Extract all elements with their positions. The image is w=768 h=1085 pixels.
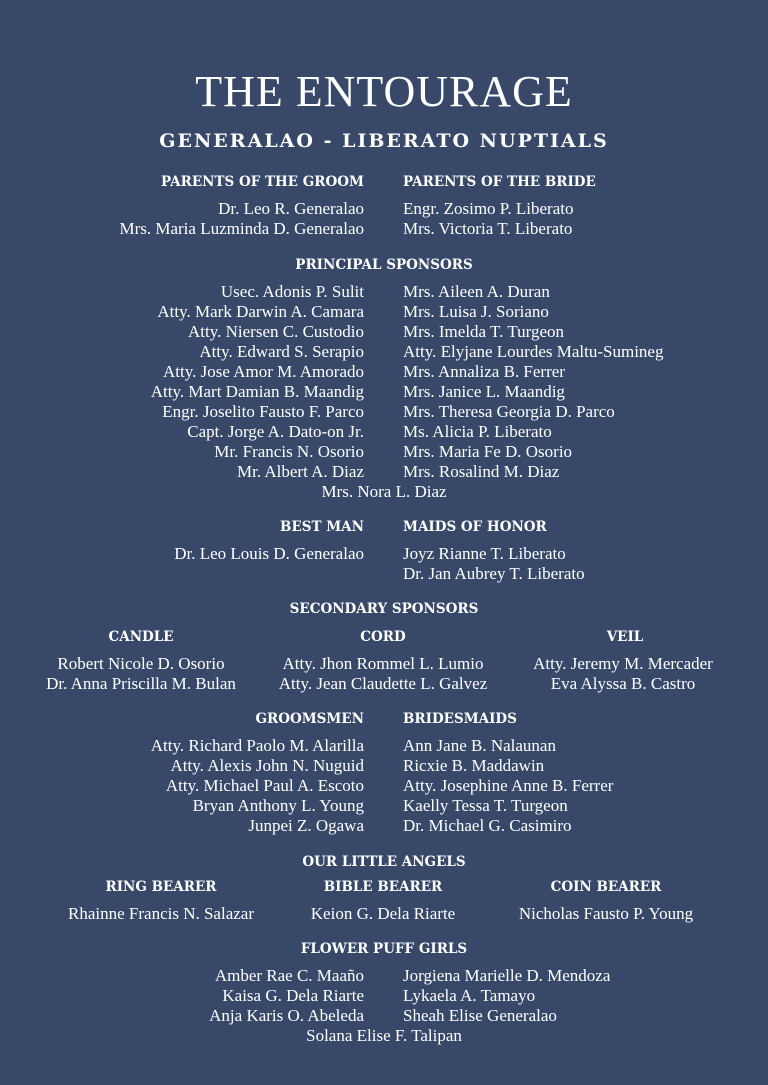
bride-parents-header: PARENTS OF THE BRIDE — [403, 174, 596, 190]
groomsman-name: Bryan Anthony L. Young — [192, 796, 364, 815]
sponsor-name-last: Mrs. Nora L. Diaz — [321, 482, 447, 501]
secondary-sponsors-header: SECONDARY SPONSORS — [289, 601, 479, 617]
cord-sponsor: Atty. Jhon Rommel L. Lumio — [282, 654, 484, 673]
sponsor-name: Mrs. Annaliza B. Ferrer — [403, 362, 565, 381]
flower-girl-name: Anja Karis O. Abeleda — [209, 1006, 364, 1025]
groom-parent: Mrs. Maria Luzminda D. Generalao — [119, 219, 364, 238]
maids-of-honor-list — [403, 544, 585, 584]
cord-sponsor: Atty. Jean Claudette L. Galvez — [278, 674, 488, 693]
bible-bearer-name: Keion G. Dela Riarte — [310, 904, 456, 923]
flower-girl-name: Sheah Elise Generalao — [403, 1006, 557, 1025]
sponsor-name: Usec. Adonis P. Sulit — [220, 282, 364, 301]
coin-bearer-name: Nicholas Fausto P. Young — [518, 904, 694, 923]
sponsor-name: Mrs. Luisa J. Soriano — [403, 302, 549, 321]
flower-girl-name: Lykaela A. Tamayo — [403, 986, 536, 1005]
groomsmen-header: GROOMSMEN — [255, 711, 364, 727]
sponsor-name: Atty. Edward S. Serapio — [199, 342, 364, 361]
cord-list — [279, 654, 488, 694]
bride-parents-list — [403, 199, 573, 239]
principal-sponsors-left — [151, 282, 364, 482]
sponsor-name: Capt. Jorge A. Dato-on Jr. — [187, 422, 364, 441]
flower-girls-right — [403, 966, 610, 1026]
sponsor-name: Atty. Mart Damian B. Maandig — [150, 382, 364, 401]
groom-parent: Dr. Leo R. Generalao — [218, 199, 364, 218]
groom-parents-list — [119, 199, 364, 239]
candle-header: CANDLE — [108, 629, 174, 645]
bible-bearer-header: BIBLE BEARER — [323, 879, 443, 895]
sponsor-name: Mrs. Maria Fe D. Osorio — [403, 442, 573, 461]
sponsor-name: Engr. Joselito Fausto F. Parco — [162, 402, 364, 421]
sponsor-name: Mrs. Rosalind M. Diaz — [403, 462, 560, 481]
flower-girl-name: Kaisa G. Dela Riarte — [222, 986, 364, 1005]
candle-list — [46, 654, 236, 694]
sponsor-name: Atty. Niersen C. Custodio — [188, 322, 364, 341]
maids-of-honor-header: MAIDS OF HONOR — [403, 519, 547, 535]
bridesmaids-list — [403, 736, 613, 836]
flower-girls-header: FLOWER PUFF GIRLS — [300, 941, 468, 957]
bridesmaid-name: Dr. Michael G. Casimiro — [403, 816, 572, 835]
candle-sponsor: Dr. Anna Priscilla M. Bulan — [46, 674, 236, 693]
ring-bearer-name: Rhainne Francis N. Salazar — [68, 904, 254, 923]
flower-girls-left — [209, 966, 364, 1026]
veil-header: VEIL — [606, 629, 644, 645]
bridesmaid-name: Ricxie B. Maddawin — [403, 756, 545, 775]
bridesmaid-name: Ann Jane B. Nalaunan — [403, 736, 556, 755]
sponsor-name: Atty. Elyjane Lourdes Maltu-Sumineg — [403, 342, 664, 361]
flower-girl-name: Amber Rae C. Maaño — [214, 966, 364, 985]
little-angels-header: OUR LITTLE ANGELS — [302, 854, 466, 870]
cord-header: CORD — [360, 629, 406, 645]
groom-parents-header: PARENTS OF THE GROOM — [160, 174, 364, 190]
candle-sponsor: Robert Nicole D. Osorio — [57, 654, 225, 673]
best-man-name: Dr. Leo Louis D. Generalao — [174, 544, 364, 563]
sponsor-name: Atty. Jose Amor M. Amorado — [162, 362, 364, 381]
groomsman-name: Atty. Alexis John N. Nuguid — [170, 756, 364, 775]
groomsman-name: Atty. Richard Paolo M. Alarilla — [150, 736, 364, 755]
maid-name: Joyz Rianne T. Liberato — [403, 544, 566, 563]
flower-girl-name: Jorgiena Marielle D. Mendoza — [403, 966, 611, 985]
principal-sponsors-right — [403, 282, 663, 482]
bride-parent: Mrs. Victoria T. Liberato — [403, 219, 573, 238]
sponsor-name: Mr. Francis N. Osorio — [214, 442, 364, 461]
flower-girl-name-last: Solana Elise F. Talipan — [306, 1026, 462, 1045]
principal-sponsors-header: PRINCIPAL SPONSORS — [295, 257, 473, 273]
bride-parent: Engr. Zosimo P. Liberato — [403, 199, 574, 218]
groomsmen-list — [151, 736, 364, 836]
sponsor-name: Ms. Alicia P. Liberato — [403, 422, 552, 441]
veil-sponsor: Eva Alyssa B. Castro — [550, 674, 696, 693]
veil-list — [533, 654, 713, 694]
sponsor-name: Mrs. Imelda T. Turgeon — [403, 322, 565, 341]
groomsman-name: Junpei Z. Ogawa — [248, 816, 364, 835]
bridesmaid-name: Kaelly Tessa T. Turgeon — [403, 796, 568, 815]
coin-bearer-header: COIN BEARER — [550, 879, 662, 895]
groomsman-name: Atty. Michael Paul A. Escoto — [165, 776, 364, 795]
sponsor-name: Mrs. Janice L. Maandig — [403, 382, 565, 401]
sponsor-name: Mrs. Aileen A. Duran — [403, 282, 550, 301]
best-man-header: BEST MAN — [280, 519, 364, 535]
sponsor-name: Atty. Mark Darwin A. Camara — [157, 302, 364, 321]
maid-name: Dr. Jan Aubrey T. Liberato — [403, 564, 585, 583]
bridesmaid-name: Atty. Josephine Anne B. Ferrer — [403, 776, 614, 795]
veil-sponsor: Atty. Jeremy M. Mercader — [533, 654, 713, 673]
page-subtitle: GENERALAO - LIBERATO NUPTIALS — [159, 130, 609, 152]
ring-bearer-header: RING BEARER — [105, 879, 217, 895]
sponsor-name: Mrs. Theresa Georgia D. Parco — [403, 402, 615, 421]
page-title: THE ENTOURAGE — [195, 67, 573, 116]
bridesmaids-header: BRIDESMAIDS — [403, 711, 517, 727]
sponsor-name: Mr. Albert A. Diaz — [236, 462, 364, 481]
